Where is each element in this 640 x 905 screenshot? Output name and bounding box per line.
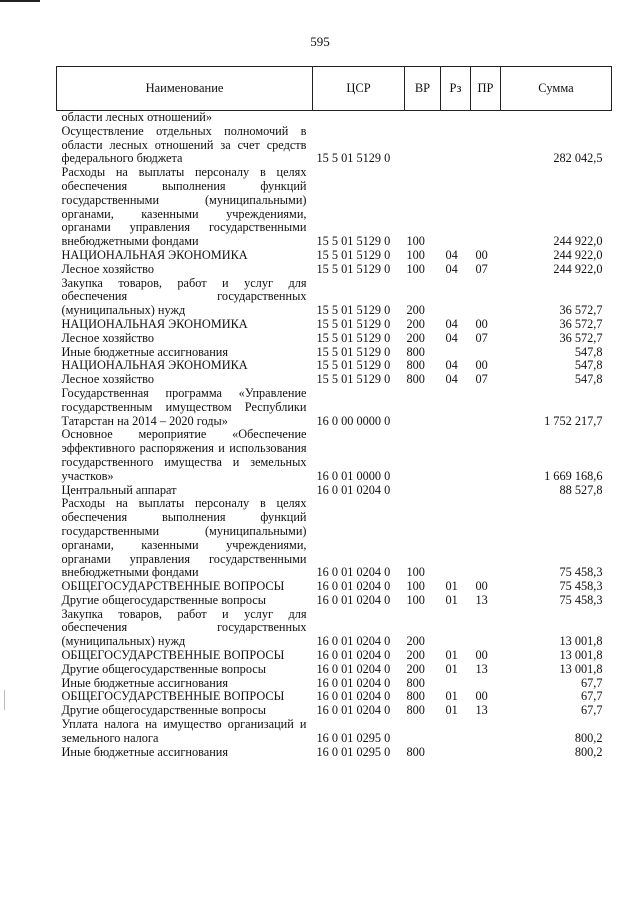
cell-name: Лесное хозяйство	[61, 330, 155, 345]
cell-sum: 36 572,7	[559, 316, 603, 331]
cell-csr: 16 0 01 0204 0	[316, 634, 391, 649]
table-row	[57, 608, 612, 649]
table-row	[57, 484, 612, 498]
cell-csr: 15 5 01 5129 0	[316, 247, 391, 262]
cell-vr	[405, 718, 441, 746]
table-row	[57, 690, 612, 704]
cell-rz	[441, 387, 471, 428]
table-row	[57, 166, 612, 249]
cell-name: Лесное хозяйство	[61, 261, 155, 276]
cell-sum: 1 752 217,7	[544, 413, 603, 428]
cell-rz: 04	[445, 358, 458, 373]
table-row	[57, 704, 612, 718]
cell-pr	[471, 277, 501, 318]
cell-name: Лесное хозяйство	[61, 372, 155, 387]
cell-pr	[471, 428, 501, 483]
table-row	[57, 359, 612, 373]
cell-name: ОБЩЕГОСУДАРСТВЕННЫЕ ВОПРОСЫ	[61, 579, 285, 594]
cell-vr	[405, 125, 441, 166]
cell-csr: 16 0 01 0204 0	[316, 675, 391, 690]
cell-rz	[441, 677, 471, 691]
header-vr: ВР	[405, 67, 441, 111]
cell-sum: 67,7	[580, 689, 603, 704]
cell-pr: 00	[475, 316, 488, 331]
cell-csr: 16 0 01 0204 0	[316, 592, 391, 607]
cell-csr: 16 0 01 0204 0	[316, 689, 391, 704]
cell-rz: 01	[445, 703, 458, 718]
cell-pr	[471, 125, 501, 166]
cell-vr: 100	[406, 234, 425, 249]
cell-csr: 15 5 01 5129 0	[316, 234, 391, 249]
table-row	[57, 746, 612, 760]
table-row	[57, 332, 612, 346]
table-row	[57, 111, 612, 125]
cell-csr: 16 0 01 0204 0	[316, 703, 391, 718]
cell-rz	[441, 428, 471, 483]
cell-csr: 16 0 01 0204 0	[316, 579, 391, 594]
cell-sum: 547,8	[574, 344, 603, 359]
cell-csr: 15 5 01 5129 0	[316, 344, 391, 359]
cell-csr: 16 0 01 0204 0	[316, 661, 391, 676]
cell-csr: 15 5 01 5129 0	[316, 151, 391, 166]
cell-vr: 800	[406, 744, 425, 759]
cell-rz: 01	[445, 689, 458, 704]
cell-csr: 15 5 01 5129 0	[316, 358, 391, 373]
margin-mark	[4, 690, 5, 710]
cell-sum: 800,2	[574, 744, 603, 759]
table-row	[57, 677, 612, 691]
cell-sum: 800,2	[574, 730, 603, 745]
table-row	[57, 594, 612, 608]
cell-name: Закупка товаров, работ и услуг для обеспечения государственных (муниципальных) нужд	[61, 606, 307, 649]
cell-pr	[471, 484, 501, 498]
cell-vr: 200	[406, 303, 425, 318]
cell-sum: 547,8	[574, 372, 603, 387]
cell-pr	[471, 497, 501, 580]
table-row	[57, 428, 612, 483]
cell-rz: 04	[445, 247, 458, 262]
cell-rz	[441, 718, 471, 746]
table-row	[57, 277, 612, 318]
cell-pr: 00	[475, 579, 488, 594]
cell-pr: 07	[475, 330, 488, 345]
cell-pr: 13	[475, 592, 488, 607]
cell-pr	[471, 677, 501, 691]
page-number: 595	[310, 34, 330, 49]
cell-vr: 800	[406, 689, 425, 704]
cell-csr: 16 0 01 0295 0	[316, 744, 391, 759]
cell-name: Расходы на выплаты персоналу в целях обеспечения выполнения функций государственными (муниципальными) органами, казенными учреждениями, органами управления государственными внебюджетными фондами	[61, 496, 307, 580]
cell-sum: 36 572,7	[559, 330, 603, 345]
cell-pr: 00	[475, 648, 488, 663]
cell-csr: 15 5 01 5129 0	[316, 261, 391, 276]
cell-pr	[471, 346, 501, 360]
cell-rz	[441, 608, 471, 649]
cell-rz: 04	[445, 372, 458, 387]
table-row	[57, 373, 612, 387]
cell-sum: 88 527,8	[559, 482, 603, 497]
cell-sum: 67,7	[580, 675, 603, 690]
cell-pr	[471, 608, 501, 649]
cell-csr: 16 0 01 0204 0	[316, 648, 391, 663]
cell-vr: 800	[406, 703, 425, 718]
table-row	[57, 125, 612, 166]
cell-sum: 75 458,3	[559, 592, 603, 607]
cell-name: Другие общегосударственные вопросы	[61, 703, 266, 718]
cell-vr: 800	[406, 675, 425, 690]
header-name: Наименование	[57, 67, 313, 111]
cell-rz: 04	[445, 261, 458, 276]
table-row	[57, 318, 612, 332]
cell-name: Центральный аппарат	[61, 482, 177, 497]
table-row	[57, 263, 612, 277]
cell-pr: 00	[475, 358, 488, 373]
cell-pr: 00	[475, 247, 488, 262]
cell-rz	[441, 125, 471, 166]
cell-pr: 13	[475, 661, 488, 676]
cell-sum: 244 922,0	[553, 234, 603, 249]
cell-name: Осуществление отдельных полномочий в области лесных отношений за счет средств федерального бюджета	[61, 123, 307, 166]
cell-vr	[405, 484, 441, 498]
cell-vr: 800	[406, 344, 425, 359]
cell-vr: 200	[406, 648, 425, 663]
cell-name: области лесных отношений»	[61, 110, 213, 124]
cell-sum: 244 922,0	[553, 261, 603, 276]
cell-vr: 200	[406, 661, 425, 676]
table-row	[57, 718, 612, 746]
table-row	[57, 580, 612, 594]
cell-vr	[405, 428, 441, 483]
cell-vr: 100	[406, 247, 425, 262]
cell-csr: 16 0 01 0000 0	[316, 468, 391, 483]
cell-rz	[441, 497, 471, 580]
cell-name: Расходы на выплаты персоналу в целях обеспечения выполнения функций государственными (муниципальными) органами, казенными учреждениями, органами управления государственными внебюджетными фондами	[61, 165, 307, 249]
table-row	[57, 497, 612, 580]
cell-sum: 75 458,3	[559, 565, 603, 580]
cell-vr: 100	[406, 592, 425, 607]
cell-sum: 67,7	[580, 703, 603, 718]
cell-sum: 244 922,0	[553, 247, 603, 262]
cell-pr	[471, 387, 501, 428]
cell-name: Закупка товаров, работ и услуг для обеспечения государственных (муниципальных) нужд	[61, 275, 307, 318]
cell-rz: 04	[445, 330, 458, 345]
cell-name: Иные бюджетные ассигнования	[61, 744, 229, 759]
cell-name: Уплата налога на имущество организаций и земельного налога	[61, 717, 307, 745]
cell-vr: 200	[406, 330, 425, 345]
top-rule	[0, 0, 40, 2]
header-csr: ЦСР	[313, 67, 405, 111]
cell-pr	[471, 718, 501, 746]
cell-vr: 100	[406, 261, 425, 276]
cell-name: ОБЩЕГОСУДАРСТВЕННЫЕ ВОПРОСЫ	[61, 689, 285, 704]
table-row	[57, 649, 612, 663]
cell-sum: 547,8	[574, 358, 603, 373]
cell-name: Другие общегосударственные вопросы	[61, 592, 266, 607]
cell-name: НАЦИОНАЛЬНАЯ ЭКОНОМИКА	[61, 358, 248, 373]
cell-csr	[313, 111, 405, 125]
header-rz: Рз	[441, 67, 471, 111]
cell-rz	[441, 166, 471, 249]
cell-rz	[441, 277, 471, 318]
cell-rz	[441, 484, 471, 498]
cell-csr: 16 0 01 0295 0	[316, 730, 391, 745]
cell-csr: 15 5 01 5129 0	[316, 303, 391, 318]
budget-table	[56, 66, 612, 759]
cell-name: НАЦИОНАЛЬНАЯ ЭКОНОМИКА	[61, 247, 248, 262]
cell-csr: 16 0 00 0000 0	[316, 413, 391, 428]
cell-name: ОБЩЕГОСУДАРСТВЕННЫЕ ВОПРОСЫ	[61, 648, 285, 663]
cell-name: Государственная программа «Управление государственным имуществом Республики Татарстан на 2014 – 2020 годы»	[61, 385, 307, 428]
cell-name: Иные бюджетные ассигнования	[61, 344, 229, 359]
table-row	[57, 663, 612, 677]
cell-sum: 13 001,8	[559, 661, 603, 676]
cell-rz	[441, 746, 471, 760]
cell-sum	[501, 111, 612, 125]
cell-name: Иные бюджетные ассигнования	[61, 675, 229, 690]
cell-rz: 04	[445, 316, 458, 331]
cell-csr: 15 5 01 5129 0	[316, 372, 391, 387]
cell-pr	[471, 746, 501, 760]
cell-rz	[441, 111, 471, 125]
cell-rz	[441, 346, 471, 360]
cell-sum: 1 669 168,6	[544, 468, 603, 483]
cell-pr: 00	[475, 689, 488, 704]
cell-rz: 01	[445, 579, 458, 594]
table-row	[57, 387, 612, 428]
cell-name: НАЦИОНАЛЬНАЯ ЭКОНОМИКА	[61, 316, 248, 331]
cell-sum: 13 001,8	[559, 648, 603, 663]
cell-vr	[405, 387, 441, 428]
cell-vr: 800	[406, 358, 425, 373]
cell-csr: 15 5 01 5129 0	[316, 330, 391, 345]
cell-vr: 100	[406, 579, 425, 594]
cell-pr: 13	[475, 703, 488, 718]
cell-pr	[471, 111, 501, 125]
cell-vr: 200	[406, 634, 425, 649]
cell-sum: 36 572,7	[559, 303, 603, 318]
cell-sum: 282 042,5	[553, 151, 603, 166]
header-pr: ПР	[471, 67, 501, 111]
cell-rz: 01	[445, 648, 458, 663]
cell-name: Основное мероприятие «Обеспечение эффективного распоряжения и использования государственного имущества и земельных участков»	[61, 427, 307, 483]
cell-vr: 800	[406, 372, 425, 387]
header-sum: Сумма	[501, 67, 612, 111]
cell-vr: 100	[406, 565, 425, 580]
cell-csr: 16 0 01 0204 0	[316, 565, 391, 580]
cell-name: Другие общегосударственные вопросы	[61, 661, 266, 676]
cell-vr	[405, 111, 441, 125]
cell-vr: 200	[406, 316, 425, 331]
cell-pr: 07	[475, 372, 488, 387]
table-row	[57, 346, 612, 360]
cell-csr: 16 0 01 0204 0	[316, 482, 391, 497]
cell-sum: 75 458,3	[559, 579, 603, 594]
cell-csr: 15 5 01 5129 0	[316, 316, 391, 331]
table-header-row	[57, 67, 612, 111]
cell-pr	[471, 166, 501, 249]
cell-rz: 01	[445, 661, 458, 676]
table-row	[57, 249, 612, 263]
cell-pr: 07	[475, 261, 488, 276]
cell-rz: 01	[445, 592, 458, 607]
cell-sum: 13 001,8	[559, 634, 603, 649]
